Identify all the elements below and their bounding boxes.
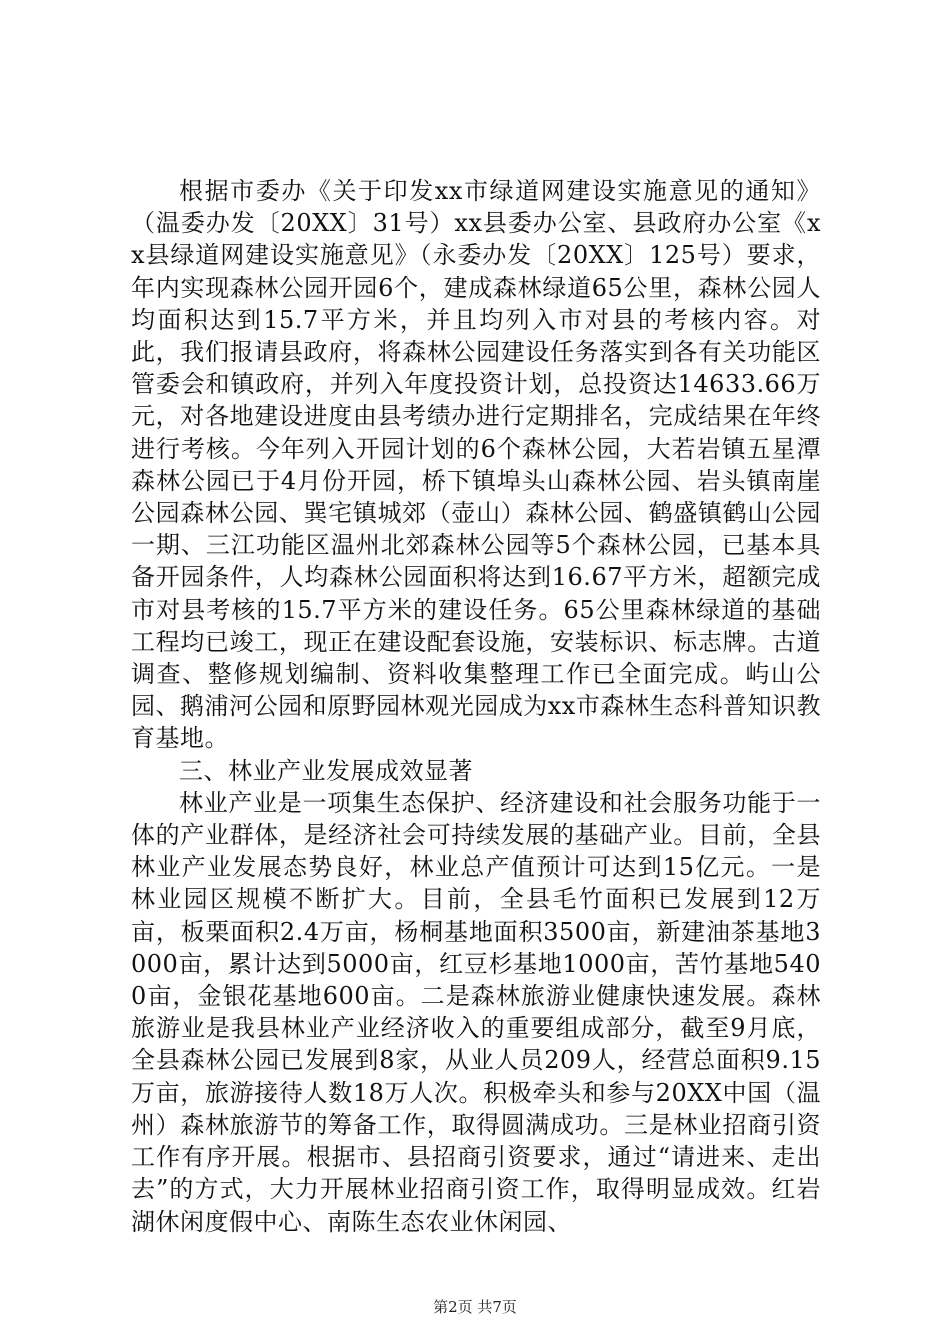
section-heading-forestry-industry: 三、林业产业发展成效显著 — [179, 756, 473, 785]
paragraph-forest-parks: 根据市委办《关于印发xx市绿道网建设实施意见的通知》（温委办发〔20XX〕31号）xx县委办公室、县政府办公室《xx县绿道网建设实施意见》（永委办发〔20XX〕125号）要求，年内实现森林公园开园6个，建成森林绿道65公里，森林公园人均面积达到15.7平方米，并且均列入市对县的考核内容。对此，我们报请县政府，将森林公园建设任务落实到各有关功能区管委会和镇政府，并列入年度投资计划，总投资达14633.66万元，对各地建设进度由县考绩办进行定期排名，完成结果在年终进行考核。今年列入开园计划的6个森林公园，大若岩镇五星潭森林公园已于4月份开园，桥下镇埠头山森林公园、岩头镇南崖公园森林公园、巽宅镇城郊（壶山）森林公园、鹤盛镇鹤山公园一期、三江功能区温州北郊森林公园等5个森林公园，已基本具备开园条件，人均森林公园面积将达到16.67平方米，超额完成市对县考核的15.7平方米的建设任务。65公里森林绿道的基础工程均已竣工，现正在建设配套设施，安装标识、标志牌。古道调查、整修规划编制、资料收集整理工作已全面完成。屿山公园、鹅浦河公园和原野园林观光园成为xx市森林生态科普知识教育基地。 — [131, 177, 821, 753]
document-body — [131, 175, 821, 1238]
paragraph-forestry-industry: 林业产业是一项集生态保护、经济建设和社会服务功能于一体的产业群体，是经济社会可持续发展的基础产业。目前，全县林业产业发展态势良好，林业总产值预计可达到15亿元。一是林业园区规模不断扩大。目前，全县毛竹面积已发展到12万亩，板栗面积2.4万亩，杨桐基地面积3500亩，新建油茶基地3000亩，累计达到5000亩，红豆杉基地1000亩，苦竹基地5400亩，金银花基地600亩。二是森林旅游业健康快速发展。森林旅游业是我县林业产业经济收入的重要组成部分，截至9月底，全县森林公园已发展到8家，从业人员209人，经营总面积9.15万亩，旅游接待人数18万人次。积极牵头和参与20XX中国（温州）森林旅游节的筹备工作，取得圆满成功。三是林业招商引资工作有序开展。根据市、县招商引资要求，通过“请进来、走出去”的方式，大力开展林业招商引资工作，取得明显成效。红岩湖休闲度假中心、南陈生态农业休闲园、 — [131, 788, 821, 1236]
page-number-footer: 第2页 共7页 — [433, 1298, 517, 1316]
